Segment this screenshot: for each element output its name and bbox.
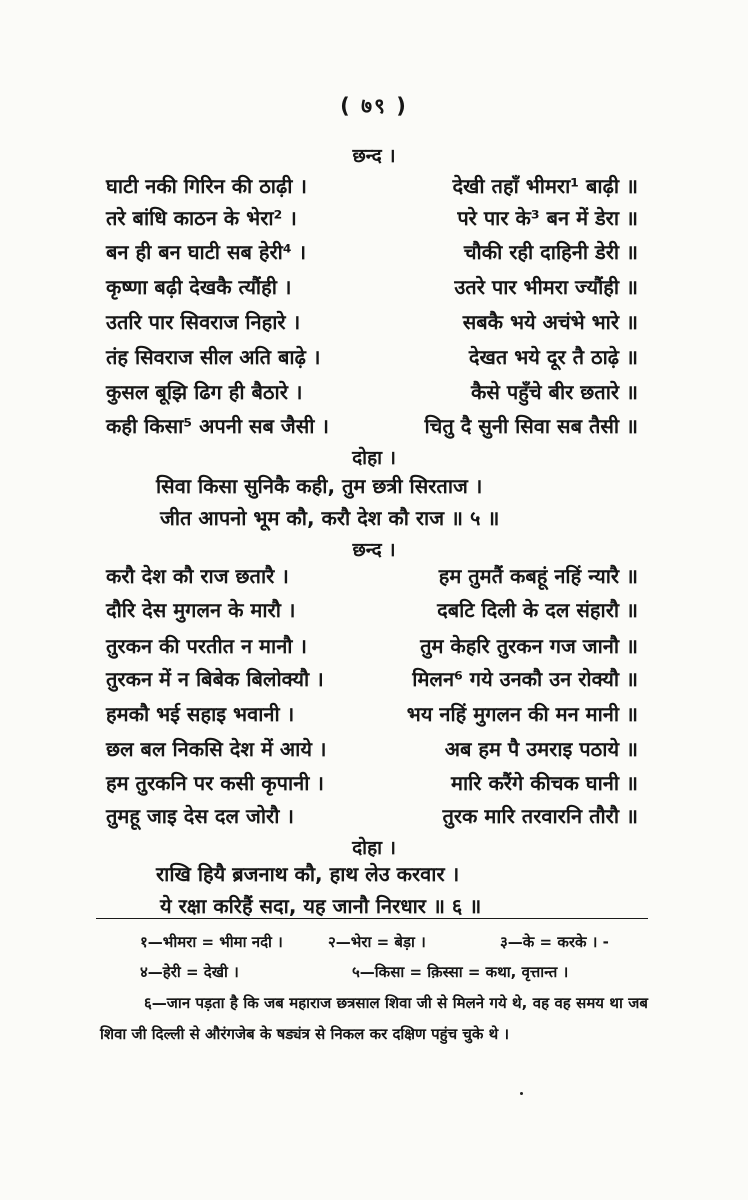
verse-half-a: घाटी नकी गिरिन की ठाढ़ी । <box>106 174 307 198</box>
verse-line <box>106 735 638 762</box>
verse-half-a: कुसल बूझि ढिग ही बैठारे । <box>106 380 303 404</box>
print-speck <box>520 1092 523 1095</box>
verse-half-a: करौ देश कौ राज छतारै । <box>106 564 289 588</box>
verse-line <box>106 238 638 265</box>
footnote-divider <box>96 918 648 919</box>
verse-half-a: छल बल निकसि देश में आये । <box>106 737 327 761</box>
verse-half-a: कृष्णा बढ़ी देखकै त्यौंही । <box>106 275 292 299</box>
verse-half-a: हमकौ भई सहाइ भवानी । <box>106 702 295 726</box>
verse-half-b: चितु दै सुनी सिवा सब तैसी ॥ <box>424 414 638 438</box>
verse-half-b: देखी तहाँ भीमरा¹ बाढ़ी ॥ <box>452 174 638 198</box>
verse-half-a: तुमहू जाइ देस दल जोरौ । <box>106 804 294 828</box>
verse-line <box>106 412 638 439</box>
verse-half-b: तुरक मारि तरवारनि तौरौ ॥ <box>442 804 638 828</box>
verse-half-a: तुरकन की परतीत न मानौ । <box>106 634 308 658</box>
verse-line <box>106 700 638 727</box>
verse-half-b: परे पार के³ बन में डेरा ॥ <box>457 206 638 230</box>
section-heading-doha-2: दोहा । <box>352 837 396 859</box>
verse-half-b: सबकै भये अचंभे भारे ॥ <box>462 310 638 334</box>
footnote-6: ६—जान पड़ता है कि जब महाराज छत्रसाल शिवा जी से मिलने गये थे, वह वह समय था जब शिवा जी दिल्ली से औरंगजेब के षड्यंत्र से निकल कर दक्षिण पहुंच चुके थे । <box>100 994 648 1043</box>
verse-half-a: कही किसा⁵ अपनी सब जैसी । <box>106 414 329 438</box>
verse-line <box>106 343 638 370</box>
verse-half-b: तुम केहरि तुरकन गज जानौ ॥ <box>420 634 638 658</box>
footnote-2: २—भेरा = बेड़ा । <box>328 933 426 951</box>
footnote-5: ५—किसा = क़िस्सा = कथा, वृत्तान्त । <box>352 963 569 981</box>
footnote-1: १—भीमरा = भीमा नदी । <box>140 933 283 951</box>
doha-line: सिवा किसा सुनिकै कही, तुम छत्री सिरताज । <box>156 474 483 498</box>
verse-half-b: अब हम पै उमराइ पठाये ॥ <box>444 737 638 761</box>
doha-line: ये रक्षा करिहैं सदा, यह जानौ निरधार ॥ ६ ॥ <box>160 894 482 918</box>
verse-half-b: भय नहिं मुगलन की मन मानी ॥ <box>406 702 638 726</box>
verse-line <box>106 769 638 796</box>
verse-half-a: तंह सिवराज सील अति बाढ़े । <box>106 345 321 369</box>
verse-half-b: कैसे पहुँचे बीर छतारे ॥ <box>471 380 638 404</box>
verse-half-b: देखत भये दूर तै ठाढ़े ॥ <box>468 345 638 369</box>
verse-half-b: मिलन⁶ गये उनकौ उन रोक्यौ ॥ <box>412 667 638 691</box>
footnote-4: ४—हेरी = देखी । <box>140 963 239 981</box>
verse-half-b: हम तुमतैं कबहूं नहिं न्यारै ॥ <box>438 564 638 588</box>
verse-line <box>106 172 638 199</box>
verse-half-a: तुरकन में न बिबेक बिलोक्यौ । <box>106 667 324 691</box>
verse-half-b: दबटि दिली के दल संहारौ ॥ <box>437 598 638 622</box>
verse-line <box>106 204 638 231</box>
section-heading-chhand-2: छन्द । <box>352 539 396 561</box>
verse-half-b: मारि करैंगे कीचक घानी ॥ <box>450 771 638 795</box>
section-heading-chhand-1: छन्द । <box>352 145 396 167</box>
verse-half-a: उतरि पार सिवराज निहारे । <box>106 310 301 334</box>
verse-half-b: चौकी रही दाहिनी डेरी ॥ <box>463 240 638 264</box>
verse-line <box>106 632 638 659</box>
footnote-3: ३—के = करके । - <box>500 933 609 951</box>
verse-half-a: हम तुरकनि पर कसी कृपानी । <box>106 771 324 795</box>
verse-line <box>106 378 638 405</box>
verse-line <box>106 596 638 623</box>
verse-line <box>106 308 638 335</box>
page-number: ( ७९ ) <box>340 94 408 118</box>
doha-line: जीत आपनो भूम कौ, करौ देश कौ राज ॥ ५ ॥ <box>160 506 500 530</box>
doha-line: राखि हियै ब्रजनाथ कौ, हाथ लेउ करवार । <box>156 862 460 886</box>
section-heading-doha-1: दोहा । <box>352 447 396 469</box>
verse-half-a: दौरि देस मुगलन के मारौ । <box>106 598 296 622</box>
verse-line <box>106 802 638 829</box>
verse-half-b: उतरे पार भीमरा ज्यौंही ॥ <box>454 275 638 299</box>
verse-line <box>106 273 638 300</box>
verse-line <box>106 562 638 589</box>
verse-half-a: बन ही बन घाटी सब हेरी⁴ । <box>106 240 307 264</box>
verse-line <box>106 665 638 692</box>
verse-half-a: तरे बांधि काठन के भेरा² । <box>106 206 297 230</box>
